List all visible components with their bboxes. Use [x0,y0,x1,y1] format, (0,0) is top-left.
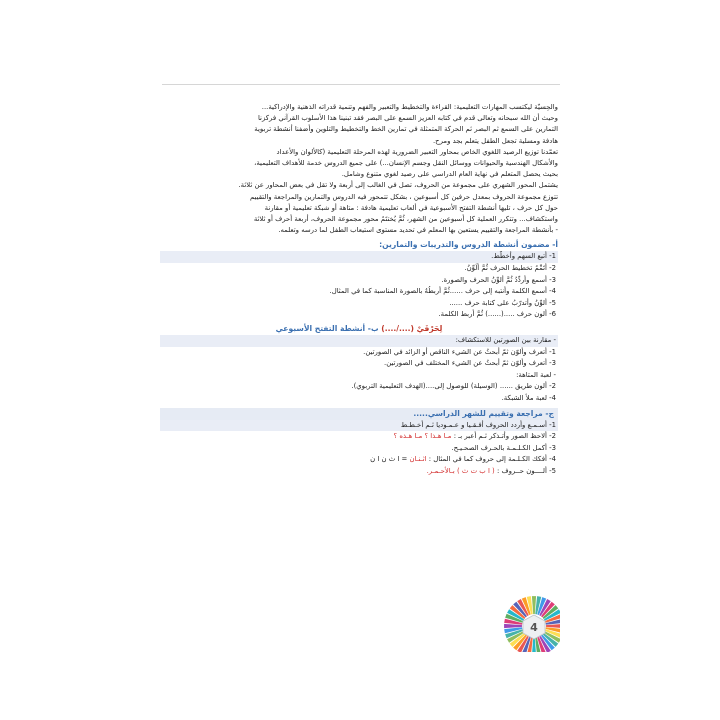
intro-line: هادفة ومسلية تجعل الطفل يتعلم بجد ومرح. [432,136,558,145]
item-text: 4- أفكك الكـلـمة إلى حروف كما في المثال : [426,455,556,464]
section-b-title-red: لِحَرْفَيْ (..../....) [381,324,443,333]
list-item [160,443,558,455]
section-b-title [160,323,558,335]
list-item: 2- أُتَمِّمُ تخطيط الحرف ثُمَّ أُلَوِّنُ. [464,264,556,273]
intro-paragraphs [160,102,558,236]
section-b-title-text: ب- أنشطة التفتح الأسبوعي [275,324,379,333]
list-item: 1- أتبع السهم وأخطّط. [160,251,558,263]
list-item: 2- ألون طريق ...... (الوسيلة) للوصول إلى....(الهدف التعليمية التربوي). [351,382,556,391]
section-c-title: ج- مراجعة وتقييم للشهر الدراسي..... [160,408,558,420]
list-item [160,431,558,443]
list-item: - مقارنة بين الصورتين للاستكشاف: [160,335,558,347]
intro-line: والحِسيّة ليكتسب المهارات التعليمية: القراءة والتخطيط والتعبير والفهم وتنمية قدراته الذهنية والإدراكية... [261,103,558,111]
list-item [160,420,558,432]
item-text: 3- أكمل الكـلـمـة بالحـرف الصحـيـح. [451,443,556,452]
sunburst-ray [504,624,522,628]
item-text: 5- ألــــون حــروف : [494,466,556,475]
list-item: - لعبة المتاهة: [516,370,556,379]
list-item: 1- أتعرف وألوّن ثمّ أبحثُ عن الشيء الناقص أو الزائد في الصورتين. [363,347,556,356]
intro-line: تعمّدنا توزيع الرصيد اللغوي الخاص بمحاور التعبير الضرورية لهذه المرحلة التعليمية (كالألوان والأعداد [276,147,558,156]
page-number: 4 [530,621,538,634]
item-tail: = ا ث ن ا ن [370,455,410,464]
item-text: 1- أسـمـع وأردد الحروف أفـقـيا و عـمـوديا ثـم أخـطـط [400,420,556,429]
intro-line: يشتمل المحور الشهري على مجموعة من الحروف، تصل في الغالب إلى أربعة ولا تقل في بعض المحاور عن ثلاثة. [238,181,558,190]
page-body [160,102,558,478]
page-number-badge [522,614,546,640]
intro-line: حول كل حرف ، تليها أنشطة التفتح الأسبوعية في ألعاب تعليمية هادفة : متاهة أو شبكة تعليمية أو مقارنة [264,203,558,212]
list-item: 4- أسمع الكلمة وأنتبه إلى حرف ......ثُمَّ أربطُهُ بالصورة المناسبة كما في المثال. [329,287,556,296]
sunburst-ray [532,638,536,652]
intro-line: والأشكال الهندسية والحيوانات ووسائل النقل وجسم الإنسان...) على جميع الدروس خدمة للأهداف التعليمية، [254,159,558,168]
header-divider [162,84,560,85]
list-item: 6- أُلون حرف .....(......) ثُمَّ أربط الكلمة. [438,310,556,319]
section-c-list [160,420,558,478]
item-highlight: مـا هـذا ؟ مـا هـذه ؟ [393,432,452,441]
item-highlight: ( ا ب ت ث ) بـالأحـمـر. [426,466,495,475]
item-highlight: اثـنـان [409,455,427,464]
list-item: 4- لعبة ملأ الشبكة. [501,393,556,402]
sunburst-ray [532,596,536,614]
list-item: 3- أسمع وأردِّدُ ثُمَّ أُلوِّنُ الحرف والصورة. [441,275,556,284]
list-item [160,466,558,478]
section-a-list [160,251,558,321]
list-item: 3- أتعرف وألوّن ثمّ أبحثُ عن الشيء المختلف في الصورتين. [384,359,556,368]
sunburst-ray [546,624,560,628]
list-item: 5- أُلوِّنُ وأتدرّبُ على كتابة حرف ...... [449,298,556,307]
intro-line: التمارين على السمع ثم البصر ثم الحركة المتمثلة في تمارين الخط والتخطيط والتلوين وأضفنا أنشطة تربوية [254,125,558,134]
item-text: 2- ألاحظ الصور وأتـذكر ثـم أعبر بـ : [451,432,556,441]
intro-line: وحيث أن الله سبحانه وتعالى قدم في كتابه العزيز السمع على البصر فقد تبنينا هذا الأسلوب القرآني فركزنا [257,114,558,123]
section-b-list [160,335,558,405]
intro-line: - بأنشطة المراجعة والتقييم يستعين بها المعلم في تحديد مستوى استيعاب الطفل لما درسه وتعلمه. [278,226,558,235]
intro-line: واستكشاف... وتتكرر العملية كل أسبوعين من الشهر، ثُمَّ يُختتَمُ محور مجموعة الحروف، أربعة أحرف أو ثلاثة [253,215,558,224]
intro-line: بحيث يحصل المتعلم في نهاية العام الدراسي على رصيد لغوي متنوع وشامل. [341,170,558,179]
intro-line: تتوزع مجموعة الحروف بمعدل حرفين كل أسبوعين ، بشكل تتمحور فيه الدروس والتمارين والمراجعة والتقييم [249,192,558,201]
list-item [160,454,558,466]
section-a-title: أ- مضمون أنشطة الدروس والتدريبات والتمارين: [379,240,558,250]
